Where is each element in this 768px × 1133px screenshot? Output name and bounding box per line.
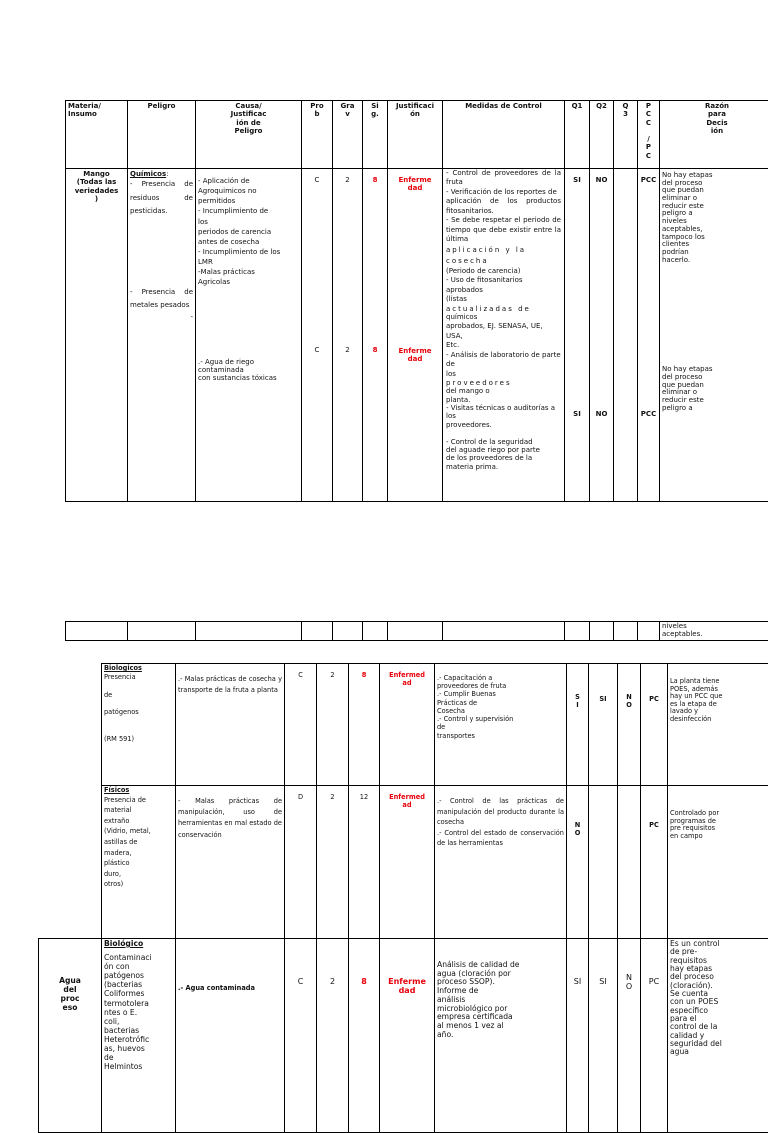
causa-cell: - Malas prácticas de manipulación, uso de herramientas en mal estado de conservación	[176, 786, 285, 939]
pcc-cell: PC	[641, 939, 668, 1133]
q2-1: NO	[592, 176, 611, 184]
pcc-cell: PC	[641, 786, 668, 939]
causa-cell	[196, 169, 302, 502]
peligro-cell	[102, 664, 176, 786]
prob-1: C	[304, 176, 330, 184]
justif-cell: Enfermed ad	[380, 664, 435, 786]
razon-cell: Controlado por programas de pre requisitos en campo	[668, 786, 768, 939]
materia-cell: Mango (Todas las veriedades )	[66, 169, 128, 502]
medidas-text-2: (Periodo de carencia) - Uso de fitosanitarios aprobados (listas	[446, 267, 561, 305]
header-causa: Causa/ Justificac ión de Peligro	[196, 101, 302, 169]
table-row-agua	[39, 939, 768, 1133]
peligro-text: Presencia de material extraño (Vidrio, metal, astillas de madera, plástico duro, otros)	[104, 795, 173, 890]
medidas-text-spaced3: proveedores	[446, 379, 561, 387]
razon-cell: Es un control de pre- requisitos hay etapas del proceso (cloración). Se cuenta con un POES específico para el control de la calidad y seguridad del agua	[668, 939, 768, 1133]
causa-1: - Aplicación de Agroquimicos no permitidos - Incumplimiento de los periodos de carencia antes de cosecha - Incumplimiento de los LMR -Malas prácticas Agricolas	[198, 176, 299, 288]
q2-cell: SI	[589, 939, 618, 1133]
grav-cell: 2	[317, 664, 349, 786]
prob-cell	[302, 169, 333, 502]
peligro-text: Contaminaci ón con patógenos (bacterias Coliformes termotolera ntes o E. coli, bacterias Heterotrófic as, huevos de Helmintos	[104, 953, 173, 1071]
materia-empty	[39, 664, 102, 786]
prob-cell: C	[285, 939, 317, 1133]
prob-cell: C	[285, 664, 317, 786]
table-row-continuation	[66, 622, 768, 641]
q3-cell	[614, 169, 638, 502]
sig-cell: 12	[349, 786, 380, 939]
medidas-text-1: - Control de proveedores de la fruta - Verificación de los reportes de aplicación de los productos fitosanitarios. - Se debe respetar el periodo de tiempo que debe existir entre la última	[446, 169, 561, 245]
q3-cell: N O	[618, 664, 641, 786]
justif-1: Enferme dad	[390, 176, 440, 193]
peligro-title: Físicos	[104, 787, 173, 795]
peligro-metales: - Presencia de metales pesados	[130, 286, 193, 313]
haccp-table-continuation	[65, 621, 768, 641]
grav-cell: 2	[317, 786, 349, 939]
pcc-1: PCC	[640, 176, 657, 184]
sig-cell: 8	[349, 939, 380, 1133]
q1-cell: SI	[567, 939, 589, 1133]
sig-2: 8	[365, 346, 385, 354]
razon-cell: La planta tiene POES, además hay un PCC que es la etapa de lavado y desinfección	[668, 664, 768, 786]
razon-cont: niveles aceptables.	[660, 622, 768, 641]
causa-cell: .- Malas prácticas de cosecha y transporte de la fruta a planta	[176, 664, 285, 786]
q1-2: SI	[567, 410, 587, 418]
medidas-cell: Análisis de calidad de agua (cloración por proceso SSOP). Informe de análisis microbiológico por empresa certificada al menos 1 vez al año.	[435, 939, 567, 1133]
haccp-table-page2	[38, 663, 768, 1133]
justif-cell: Enferme dad	[380, 939, 435, 1133]
table-row-mango	[66, 169, 768, 502]
grav-cell	[333, 169, 363, 502]
q3-cell	[618, 786, 641, 939]
peligro-title: Biológico	[104, 940, 173, 949]
justif-cell: Enfermed ad	[380, 786, 435, 939]
pcc-cell	[638, 169, 660, 502]
q2-cell: SI	[589, 664, 618, 786]
q1-cell: S I	[567, 664, 589, 786]
header-q3: Q 3	[614, 101, 638, 169]
medidas-text-4: del mango o planta. - Visitas técnicas o auditorías a los proveedores. - Control de la seguridad del aguade riego por parte de los proveedores de la materia prima.	[446, 387, 561, 471]
medidas-cell: .- Capacitación a proveedores de fruta .- Cumplir Buenas Prácticas de Cosecha .- Control y supervisión de transportes	[435, 664, 567, 786]
q2-2: NO	[592, 410, 611, 418]
medidas-cell	[443, 169, 565, 502]
peligro-cell	[102, 786, 176, 939]
medidas-text-spaced2: actualizadas de	[446, 305, 561, 313]
justificacion-cell	[388, 169, 443, 502]
haccp-table-page1	[65, 100, 768, 502]
q2-cell	[590, 169, 614, 502]
q1-cell	[565, 169, 590, 502]
peligro-quimicos: Químicos:	[130, 170, 193, 178]
header-q2: Q2	[590, 101, 614, 169]
materia-empty-2	[39, 786, 102, 939]
grav-cell: 2	[317, 939, 349, 1133]
medidas-text-spaced: aplicación y la cosecha	[446, 245, 561, 267]
medidas-text-3: químicos aprobados, EJ. SENASA, UE, USA, Etc. - Análisis de laboratorio de parte de los	[446, 313, 561, 379]
sig-1: 8	[365, 176, 385, 184]
sig-cell	[363, 169, 388, 502]
header-sig: Si g.	[363, 101, 388, 169]
q1-1: SI	[567, 176, 587, 184]
sig-cell: 8	[349, 664, 380, 786]
q1-cell: N O	[567, 786, 589, 939]
razon-1: No hay etapas del proceso que puedan eliminar o reducir este peligro a niveles aceptables, tampoco los clientes podrían hacerlo.	[662, 172, 768, 264]
razon-cell	[660, 169, 768, 502]
header-grav: Gra v	[333, 101, 363, 169]
header-materia: Materia/ Insumo	[66, 101, 128, 169]
header-peligro: Peligro	[128, 101, 196, 169]
medidas-cell: .- Control de las prácticas de manipulación del producto durante la cosecha .- Control del estado de conservación de las herramientas	[435, 786, 567, 939]
pcc-2: PCC	[640, 410, 657, 418]
header-medidas: Medidas de Control	[443, 101, 565, 169]
prob-cell: D	[285, 786, 317, 939]
causa-2: .- Agua de riego contaminada con sustancias tóxicas	[198, 358, 299, 383]
grav-2: 2	[335, 346, 360, 354]
grav-1: 2	[335, 176, 360, 184]
header-justificacion: Justificaci ón	[388, 101, 443, 169]
pcc-cell: PC	[641, 664, 668, 786]
peligro-pesticidas: - Presencia de residuos de pesticidas.	[130, 178, 193, 218]
razon-2: No hay etapas del proceso que puedan eliminar o reducir este peligro a	[662, 366, 768, 412]
justif-2: Enferme dad	[390, 347, 440, 364]
peligro-cell	[128, 169, 196, 502]
peligro-cell	[102, 939, 176, 1133]
peligro-title: Biologicos	[104, 665, 173, 673]
header-q1: Q1	[565, 101, 590, 169]
header-razon: Razón para Decis ión	[660, 101, 768, 169]
peligro-text: Presencia de patógenos (RM 591)	[104, 673, 173, 744]
q2-cell	[589, 786, 618, 939]
causa-cell: .- Agua contaminada	[176, 939, 285, 1133]
table-row-fisicos	[39, 786, 768, 939]
header-row	[66, 101, 768, 169]
header-prob: Pro b	[302, 101, 333, 169]
prob-2: C	[304, 346, 330, 354]
q3-cell: N O	[618, 939, 641, 1133]
peligro-dash: -	[130, 313, 193, 321]
header-pcc: P C C / P C	[638, 101, 660, 169]
materia-cell: Agua del proc eso	[39, 939, 102, 1133]
table-row-biologicos	[39, 664, 768, 786]
